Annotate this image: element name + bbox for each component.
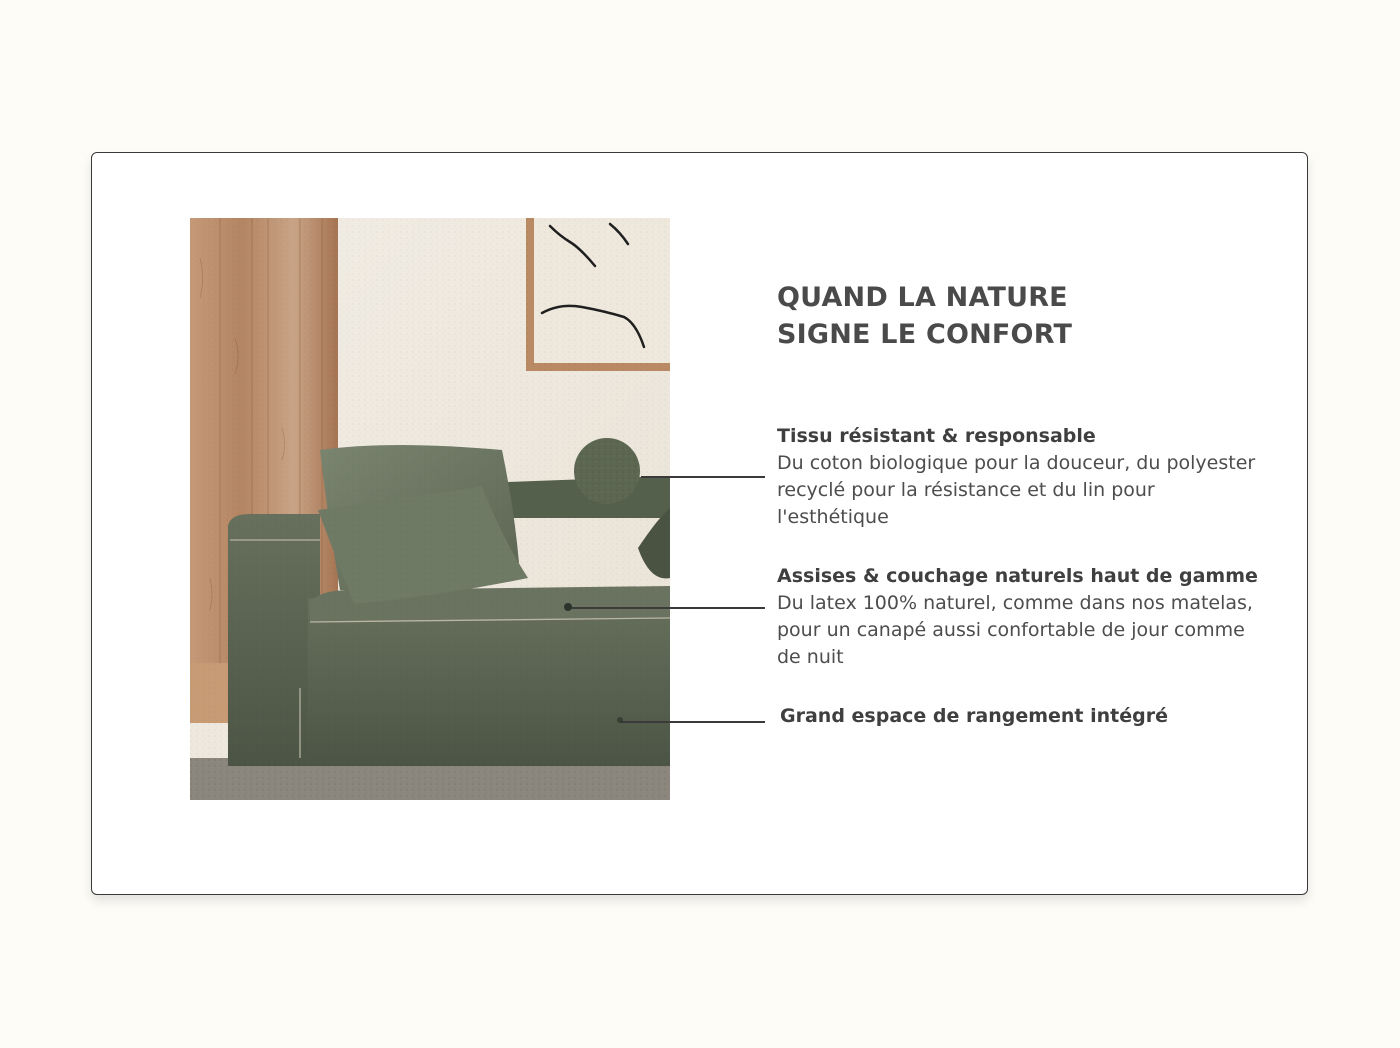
feature-storage (780, 703, 1280, 730)
callout-dot-seating (564, 603, 572, 611)
callout-line-seating (569, 607, 765, 609)
section-title (777, 279, 1072, 353)
callout-line-fabric (641, 476, 765, 478)
feature-title: Grand espace de rangement intégré (780, 705, 1168, 727)
feature-seating (777, 563, 1277, 671)
feature-fabric (777, 423, 1277, 531)
callout-dot-storage (617, 717, 623, 723)
feature-description: Du coton biologique pour la douceur, du polyester recyclé pour la résistance et du lin pour l'esthétique (777, 452, 1256, 528)
callout-line-storage (620, 721, 765, 723)
sofa-product-image (190, 218, 670, 800)
feature-title: Assises & couchage naturels haut de gamme (777, 565, 1258, 587)
feature-title: Tissu résistant & responsable (777, 425, 1096, 447)
section-title-line-2: SIGNE LE CONFORT (777, 319, 1073, 350)
section-title-line-1: QUAND LA NATURE (777, 282, 1068, 313)
feature-description: Du latex 100% naturel, comme dans nos matelas, pour un canapé aussi confortable de jour comme de nuit (777, 592, 1253, 668)
